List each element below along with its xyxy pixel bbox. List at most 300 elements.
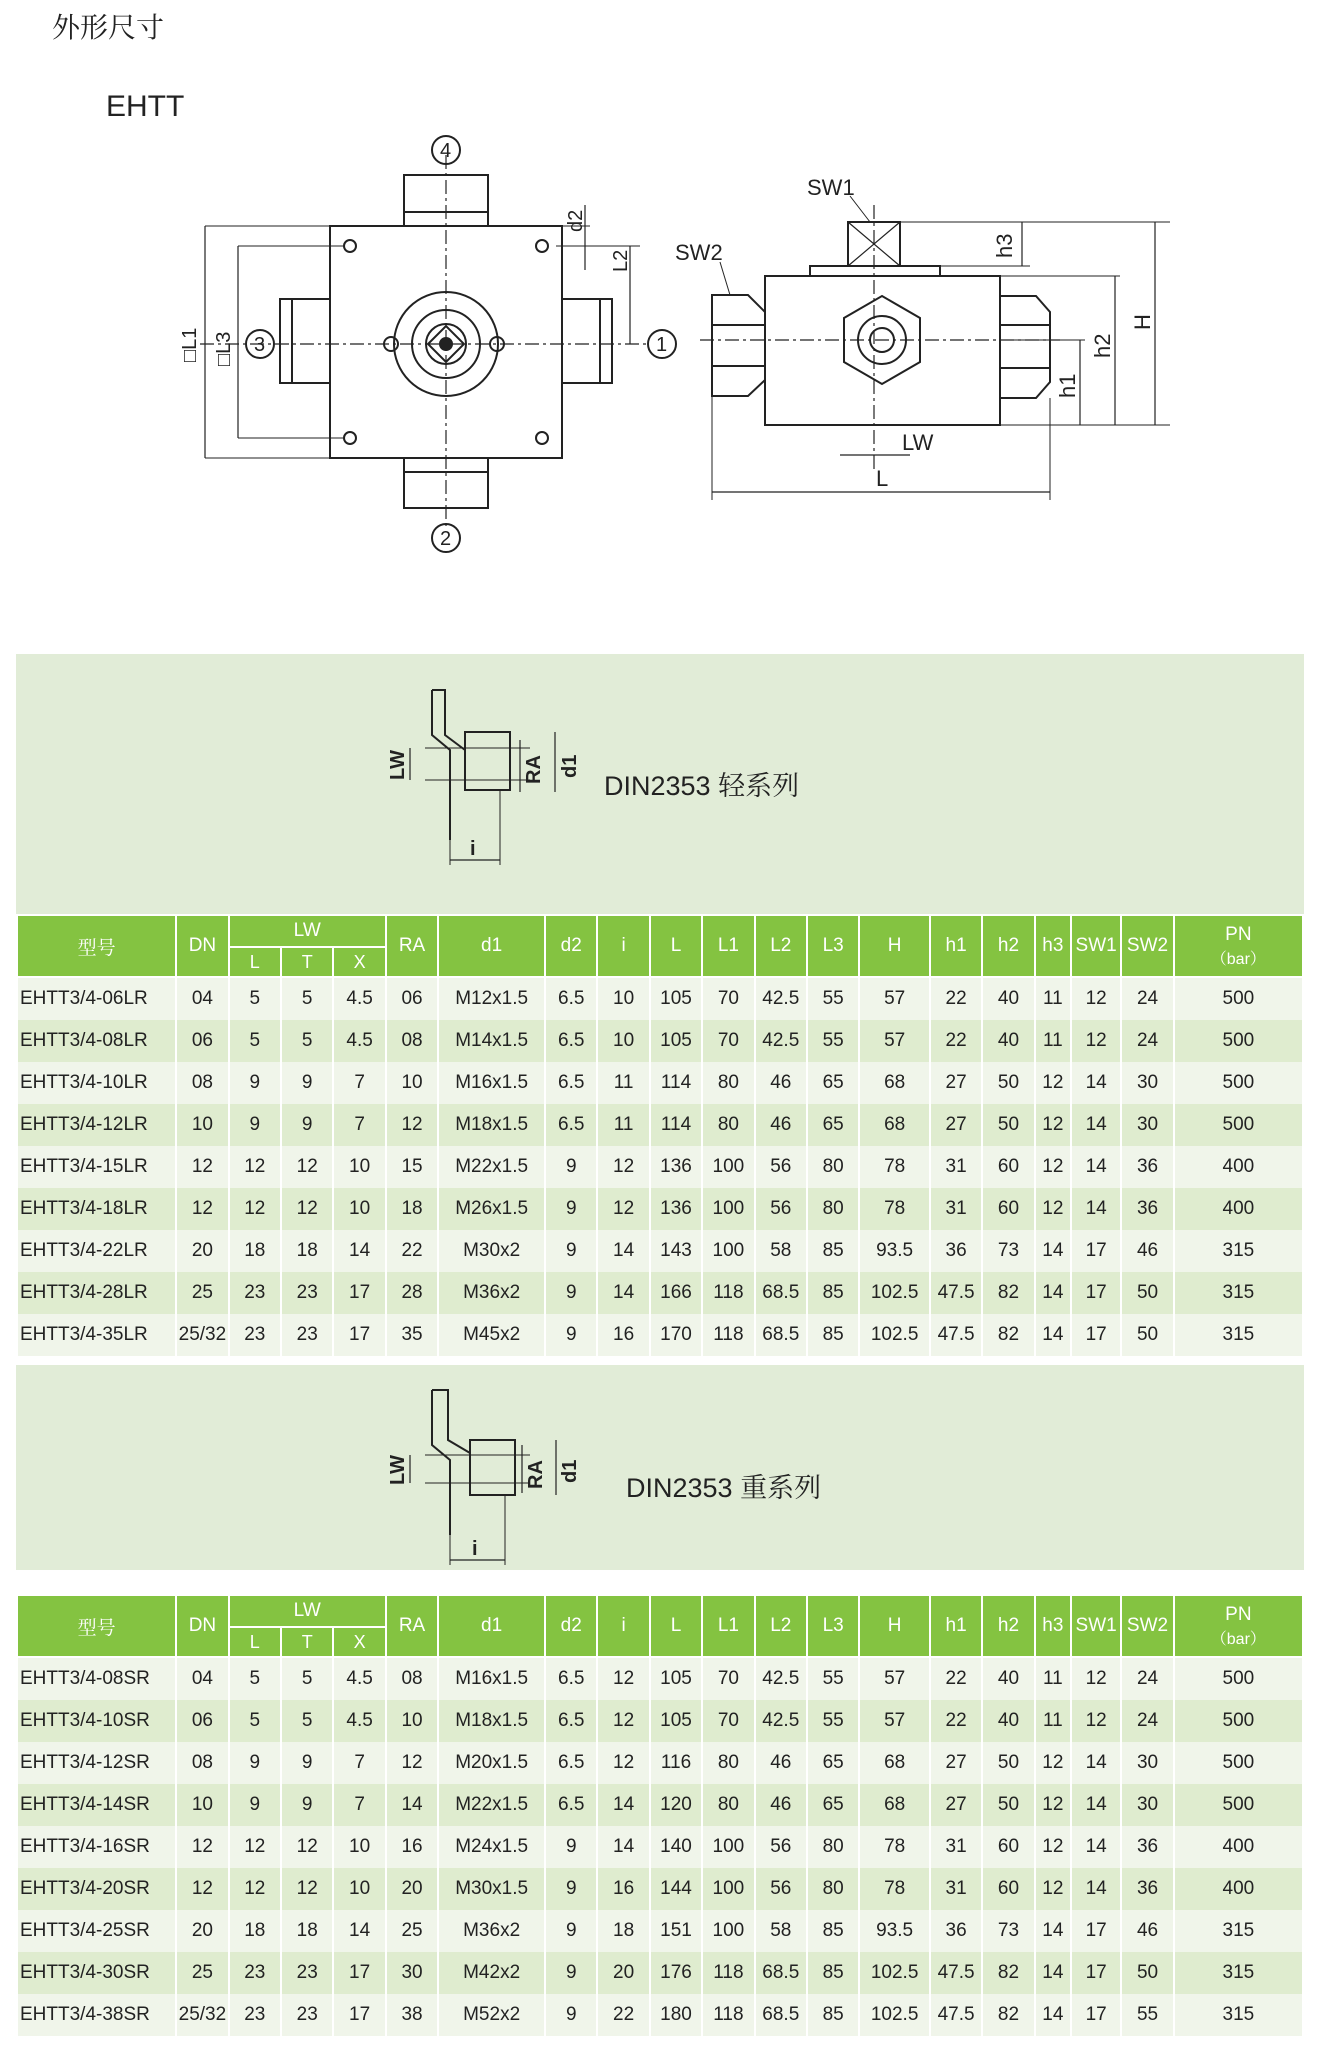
- value-cell: 17: [1071, 1230, 1121, 1272]
- table-row: [17, 1314, 1303, 1356]
- value-cell: 08: [176, 1062, 228, 1104]
- value-cell: 25: [176, 1272, 228, 1314]
- value-cell: 500: [1174, 1104, 1303, 1146]
- l-label: L: [876, 466, 889, 491]
- value-cell: M24x1.5: [438, 1826, 545, 1868]
- value-cell: 25: [386, 1910, 438, 1952]
- value-cell: 27: [930, 1742, 982, 1784]
- value-cell: 105: [650, 977, 702, 1020]
- table-row: [17, 1952, 1303, 1994]
- value-cell: 143: [650, 1230, 702, 1272]
- value-cell: 23: [229, 1952, 281, 1994]
- value-cell: 80: [702, 1104, 754, 1146]
- value-cell: 105: [650, 1657, 702, 1700]
- value-cell: 46: [1121, 1910, 1173, 1952]
- value-cell: 10: [333, 1188, 385, 1230]
- col-lw: LW: [229, 915, 386, 947]
- value-cell: 85: [807, 1230, 859, 1272]
- col-h: H: [859, 915, 930, 977]
- value-cell: 500: [1174, 1062, 1303, 1104]
- value-cell: 14: [1035, 1952, 1071, 1994]
- value-cell: M52x2: [438, 1994, 545, 2036]
- value-cell: 114: [650, 1062, 702, 1104]
- col-lw-l: L: [229, 947, 281, 977]
- sw1-label: SW1: [807, 175, 855, 200]
- heavy-fitting-diagram: [370, 1385, 590, 1575]
- value-cell: 40: [982, 1020, 1034, 1062]
- value-cell: 5: [229, 1700, 281, 1742]
- value-cell: 105: [650, 1020, 702, 1062]
- model-cell: EHTT3/4-28LR: [17, 1272, 176, 1314]
- value-cell: 116: [650, 1742, 702, 1784]
- value-cell: 30: [1121, 1784, 1173, 1826]
- value-cell: 9: [281, 1062, 333, 1104]
- value-cell: 10: [333, 1868, 385, 1910]
- model-cell: EHTT3/4-12SR: [17, 1742, 176, 1784]
- table-row: [17, 1146, 1303, 1188]
- value-cell: 105: [650, 1700, 702, 1742]
- h1-label: h1: [1055, 373, 1080, 398]
- value-cell: 315: [1174, 1230, 1303, 1272]
- model-cell: EHTT3/4-20SR: [17, 1868, 176, 1910]
- table-row: [17, 1700, 1303, 1742]
- value-cell: 9: [545, 1272, 597, 1314]
- value-cell: M16x1.5: [438, 1657, 545, 1700]
- value-cell: 14: [597, 1784, 649, 1826]
- col-ra: RA: [386, 915, 438, 977]
- value-cell: 31: [930, 1188, 982, 1230]
- value-cell: 04: [176, 977, 228, 1020]
- value-cell: 4.5: [333, 977, 385, 1020]
- value-cell: 17: [1071, 1314, 1121, 1356]
- model-cell: EHTT3/4-30SR: [17, 1952, 176, 1994]
- heavy-lw-label: LW: [387, 1455, 409, 1485]
- value-cell: 40: [982, 1700, 1034, 1742]
- value-cell: 80: [807, 1146, 859, 1188]
- value-cell: 12: [597, 1657, 649, 1700]
- value-cell: 12: [281, 1146, 333, 1188]
- value-cell: 118: [702, 1994, 754, 2036]
- value-cell: 31: [930, 1868, 982, 1910]
- value-cell: 10: [176, 1784, 228, 1826]
- value-cell: M18x1.5: [438, 1700, 545, 1742]
- value-cell: 10: [333, 1146, 385, 1188]
- col-i: i: [597, 915, 649, 977]
- value-cell: 14: [1071, 1784, 1121, 1826]
- heavy-series-body: [17, 1657, 1303, 2036]
- value-cell: 82: [982, 1952, 1034, 1994]
- h-label: H: [1130, 314, 1155, 330]
- value-cell: 22: [386, 1230, 438, 1272]
- light-series-table: [16, 914, 1304, 1356]
- value-cell: 144: [650, 1868, 702, 1910]
- value-cell: 30: [386, 1952, 438, 1994]
- light-i-label: i: [470, 838, 476, 860]
- col-lw-t: T: [281, 947, 333, 977]
- value-cell: 55: [807, 977, 859, 1020]
- value-cell: 14: [1035, 1910, 1071, 1952]
- value-cell: 400: [1174, 1146, 1303, 1188]
- value-cell: 170: [650, 1314, 702, 1356]
- value-cell: 68.5: [755, 1952, 807, 1994]
- value-cell: 100: [702, 1188, 754, 1230]
- value-cell: 24: [1121, 977, 1173, 1020]
- value-cell: 23: [229, 1272, 281, 1314]
- col-dn: DN: [176, 915, 228, 977]
- value-cell: 14: [1035, 1314, 1071, 1356]
- value-cell: 36: [930, 1230, 982, 1272]
- value-cell: 6.5: [545, 1784, 597, 1826]
- value-cell: 100: [702, 1146, 754, 1188]
- value-cell: 14: [1071, 1742, 1121, 1784]
- value-cell: 315: [1174, 1272, 1303, 1314]
- value-cell: 57: [859, 977, 930, 1020]
- value-cell: 12: [1071, 1020, 1121, 1062]
- value-cell: 30: [1121, 1104, 1173, 1146]
- value-cell: 27: [930, 1784, 982, 1826]
- value-cell: 56: [755, 1188, 807, 1230]
- value-cell: 118: [702, 1952, 754, 1994]
- value-cell: 68: [859, 1784, 930, 1826]
- value-cell: 17: [1071, 1910, 1121, 1952]
- value-cell: 85: [807, 1952, 859, 1994]
- value-cell: 5: [281, 1020, 333, 1062]
- value-cell: 23: [229, 1314, 281, 1356]
- value-cell: 20: [176, 1230, 228, 1272]
- col-pn-unit: （bar）: [1210, 1630, 1266, 1648]
- value-cell: 55: [807, 1700, 859, 1742]
- value-cell: 36: [1121, 1826, 1173, 1868]
- model-cell: EHTT3/4-06LR: [17, 977, 176, 1020]
- value-cell: 70: [702, 977, 754, 1020]
- value-cell: M45x2: [438, 1314, 545, 1356]
- value-cell: M12x1.5: [438, 977, 545, 1020]
- value-cell: 68: [859, 1062, 930, 1104]
- value-cell: 28: [386, 1272, 438, 1314]
- valve-drawing: [0, 0, 1326, 570]
- value-cell: 6.5: [545, 1657, 597, 1700]
- value-cell: 136: [650, 1146, 702, 1188]
- col-lw-x: X: [333, 947, 385, 977]
- value-cell: 42.5: [755, 1657, 807, 1700]
- value-cell: 57: [859, 1700, 930, 1742]
- heavy-series-caption: DIN2353 重系列: [626, 1473, 822, 1503]
- value-cell: 12: [281, 1868, 333, 1910]
- value-cell: 11: [1035, 977, 1071, 1020]
- value-cell: 7: [333, 1104, 385, 1146]
- table-row: [17, 1826, 1303, 1868]
- value-cell: 22: [930, 977, 982, 1020]
- value-cell: 500: [1174, 1742, 1303, 1784]
- port-4-label: 4: [440, 140, 452, 162]
- value-cell: 9: [229, 1784, 281, 1826]
- model-cell: EHTT3/4-08LR: [17, 1020, 176, 1062]
- value-cell: 18: [229, 1230, 281, 1272]
- model-cell: EHTT3/4-10SR: [17, 1700, 176, 1742]
- value-cell: 24: [1121, 1657, 1173, 1700]
- value-cell: 78: [859, 1146, 930, 1188]
- value-cell: 14: [1035, 1230, 1071, 1272]
- value-cell: 68: [859, 1104, 930, 1146]
- value-cell: 30: [1121, 1742, 1173, 1784]
- value-cell: 6.5: [545, 1700, 597, 1742]
- col-d1: d1: [438, 915, 545, 977]
- value-cell: 68: [859, 1742, 930, 1784]
- value-cell: 5: [229, 977, 281, 1020]
- value-cell: 50: [1121, 1952, 1173, 1994]
- right-port-nut: [562, 299, 612, 383]
- col-l3: L3: [807, 915, 859, 977]
- value-cell: 100: [702, 1230, 754, 1272]
- value-cell: 93.5: [859, 1230, 930, 1272]
- table-row: [17, 1784, 1303, 1826]
- port-1-label: 1: [656, 334, 668, 356]
- value-cell: 5: [229, 1657, 281, 1700]
- value-cell: 11: [1035, 1700, 1071, 1742]
- value-cell: 85: [807, 1910, 859, 1952]
- value-cell: 14: [1071, 1188, 1121, 1230]
- col-l: L: [650, 1595, 702, 1657]
- value-cell: 36: [1121, 1188, 1173, 1230]
- light-lw-label: LW: [387, 750, 409, 780]
- value-cell: 35: [386, 1314, 438, 1356]
- value-cell: 176: [650, 1952, 702, 1994]
- value-cell: 14: [1071, 1826, 1121, 1868]
- value-cell: 73: [982, 1230, 1034, 1272]
- value-cell: 11: [1035, 1657, 1071, 1700]
- value-cell: 4.5: [333, 1657, 385, 1700]
- col-lw-l: L: [229, 1627, 281, 1657]
- value-cell: 500: [1174, 1020, 1303, 1062]
- value-cell: 50: [1121, 1272, 1173, 1314]
- value-cell: 23: [281, 1994, 333, 2036]
- value-cell: 31: [930, 1146, 982, 1188]
- table-row: [17, 1188, 1303, 1230]
- value-cell: 85: [807, 1994, 859, 2036]
- value-cell: 12: [176, 1868, 228, 1910]
- value-cell: 36: [930, 1910, 982, 1952]
- model-cell: EHTT3/4-12LR: [17, 1104, 176, 1146]
- light-series-body: [17, 977, 1303, 1356]
- value-cell: 20: [386, 1868, 438, 1910]
- value-cell: 9: [545, 1146, 597, 1188]
- table-row: [17, 1657, 1303, 1700]
- table-row: [17, 1272, 1303, 1314]
- value-cell: 10: [597, 977, 649, 1020]
- value-cell: 6.5: [545, 1104, 597, 1146]
- col-l: L: [650, 915, 702, 977]
- value-cell: 120: [650, 1784, 702, 1826]
- value-cell: M30x1.5: [438, 1868, 545, 1910]
- value-cell: 12: [1035, 1784, 1071, 1826]
- value-cell: 12: [1071, 1657, 1121, 1700]
- value-cell: 7: [333, 1784, 385, 1826]
- value-cell: 16: [386, 1826, 438, 1868]
- value-cell: 06: [386, 977, 438, 1020]
- value-cell: 12: [1035, 1868, 1071, 1910]
- value-cell: 58: [755, 1230, 807, 1272]
- value-cell: 40: [982, 977, 1034, 1020]
- model-cell: EHTT3/4-38SR: [17, 1994, 176, 2036]
- value-cell: 30: [1121, 1062, 1173, 1104]
- value-cell: 22: [930, 1020, 982, 1062]
- value-cell: 85: [807, 1314, 859, 1356]
- value-cell: 12: [229, 1868, 281, 1910]
- value-cell: 102.5: [859, 1952, 930, 1994]
- value-cell: 80: [702, 1062, 754, 1104]
- value-cell: 315: [1174, 1994, 1303, 2036]
- value-cell: M36x2: [438, 1910, 545, 1952]
- model-cell: EHTT3/4-10LR: [17, 1062, 176, 1104]
- value-cell: 42.5: [755, 1700, 807, 1742]
- value-cell: 15: [386, 1146, 438, 1188]
- value-cell: 50: [982, 1742, 1034, 1784]
- model-cell: EHTT3/4-14SR: [17, 1784, 176, 1826]
- value-cell: 25/32: [176, 1994, 228, 2036]
- col-lw-t: T: [281, 1627, 333, 1657]
- table-row: [17, 1994, 1303, 2036]
- value-cell: 315: [1174, 1952, 1303, 1994]
- value-cell: 18: [281, 1910, 333, 1952]
- left-hex-nut: [712, 295, 765, 396]
- port-3-label: 3: [254, 334, 266, 356]
- value-cell: 18: [597, 1910, 649, 1952]
- value-cell: 82: [982, 1314, 1034, 1356]
- value-cell: 65: [807, 1742, 859, 1784]
- light-d1-label: d1: [559, 754, 581, 778]
- value-cell: 50: [982, 1104, 1034, 1146]
- model-cell: EHTT3/4-35LR: [17, 1314, 176, 1356]
- value-cell: 10: [176, 1104, 228, 1146]
- value-cell: 315: [1174, 1314, 1303, 1356]
- value-cell: 47.5: [930, 1952, 982, 1994]
- value-cell: 73: [982, 1910, 1034, 1952]
- value-cell: 06: [176, 1700, 228, 1742]
- table-row: [17, 1230, 1303, 1272]
- value-cell: 46: [755, 1784, 807, 1826]
- value-cell: 9: [281, 1104, 333, 1146]
- value-cell: 14: [1071, 1146, 1121, 1188]
- value-cell: 80: [702, 1742, 754, 1784]
- value-cell: 80: [807, 1826, 859, 1868]
- value-cell: 12: [1035, 1146, 1071, 1188]
- col-ra: RA: [386, 1595, 438, 1657]
- value-cell: 100: [702, 1910, 754, 1952]
- value-cell: 23: [281, 1314, 333, 1356]
- value-cell: 9: [229, 1104, 281, 1146]
- value-cell: 9: [545, 1230, 597, 1272]
- value-cell: 14: [1071, 1104, 1121, 1146]
- col-pn: [1174, 1595, 1303, 1657]
- col-pn-unit: （bar）: [1210, 950, 1266, 968]
- value-cell: 46: [755, 1742, 807, 1784]
- value-cell: 400: [1174, 1826, 1303, 1868]
- col-model: 型号: [17, 1595, 176, 1657]
- value-cell: 82: [982, 1272, 1034, 1314]
- value-cell: 55: [807, 1020, 859, 1062]
- value-cell: 14: [1071, 1868, 1121, 1910]
- value-cell: 12: [1035, 1104, 1071, 1146]
- value-cell: 9: [229, 1062, 281, 1104]
- value-cell: 20: [176, 1910, 228, 1952]
- value-cell: 180: [650, 1994, 702, 2036]
- value-cell: 14: [1071, 1062, 1121, 1104]
- value-cell: 60: [982, 1826, 1034, 1868]
- heavy-i-label: i: [472, 1538, 478, 1560]
- value-cell: 50: [982, 1062, 1034, 1104]
- value-cell: 47.5: [930, 1994, 982, 2036]
- right-hex-nut: [1000, 296, 1050, 398]
- value-cell: 22: [930, 1700, 982, 1742]
- model-cell: EHTT3/4-25SR: [17, 1910, 176, 1952]
- value-cell: 65: [807, 1104, 859, 1146]
- col-sw1: SW1: [1071, 915, 1121, 977]
- value-cell: 47.5: [930, 1272, 982, 1314]
- value-cell: 36: [1121, 1146, 1173, 1188]
- value-cell: 500: [1174, 1657, 1303, 1700]
- col-h2: h2: [982, 1595, 1034, 1657]
- col-l3: L3: [807, 1595, 859, 1657]
- value-cell: 5: [229, 1020, 281, 1062]
- value-cell: 10: [386, 1062, 438, 1104]
- value-cell: 36: [1121, 1868, 1173, 1910]
- value-cell: 4.5: [333, 1700, 385, 1742]
- value-cell: 102.5: [859, 1994, 930, 2036]
- value-cell: 17: [1071, 1994, 1121, 2036]
- value-cell: 12: [1035, 1742, 1071, 1784]
- value-cell: 85: [807, 1272, 859, 1314]
- value-cell: 60: [982, 1868, 1034, 1910]
- value-cell: 42.5: [755, 1020, 807, 1062]
- col-model: 型号: [17, 915, 176, 977]
- value-cell: 16: [597, 1868, 649, 1910]
- value-cell: 31: [930, 1826, 982, 1868]
- col-pn-label: PN: [1225, 923, 1252, 945]
- value-cell: 6.5: [545, 1020, 597, 1062]
- value-cell: 58: [755, 1910, 807, 1952]
- value-cell: 60: [982, 1188, 1034, 1230]
- col-h: H: [859, 1595, 930, 1657]
- value-cell: 9: [545, 1868, 597, 1910]
- value-cell: 7: [333, 1742, 385, 1784]
- value-cell: 68.5: [755, 1314, 807, 1356]
- value-cell: 151: [650, 1910, 702, 1952]
- value-cell: 78: [859, 1826, 930, 1868]
- value-cell: 11: [597, 1104, 649, 1146]
- value-cell: 14: [597, 1826, 649, 1868]
- value-cell: 12: [1035, 1188, 1071, 1230]
- value-cell: 166: [650, 1272, 702, 1314]
- value-cell: 20: [597, 1952, 649, 1994]
- value-cell: 65: [807, 1784, 859, 1826]
- value-cell: 04: [176, 1657, 228, 1700]
- value-cell: 12: [281, 1826, 333, 1868]
- value-cell: 08: [386, 1020, 438, 1062]
- h2-label: h2: [1090, 333, 1115, 358]
- table-row: [17, 1742, 1303, 1784]
- value-cell: 23: [281, 1272, 333, 1314]
- value-cell: 14: [597, 1230, 649, 1272]
- value-cell: 80: [702, 1784, 754, 1826]
- model-cell: EHTT3/4-08SR: [17, 1657, 176, 1700]
- value-cell: 10: [333, 1826, 385, 1868]
- value-cell: 12: [176, 1826, 228, 1868]
- value-cell: 23: [229, 1994, 281, 2036]
- value-cell: 57: [859, 1020, 930, 1062]
- col-pn: [1174, 915, 1303, 977]
- lw-label: LW: [902, 430, 934, 455]
- value-cell: 136: [650, 1188, 702, 1230]
